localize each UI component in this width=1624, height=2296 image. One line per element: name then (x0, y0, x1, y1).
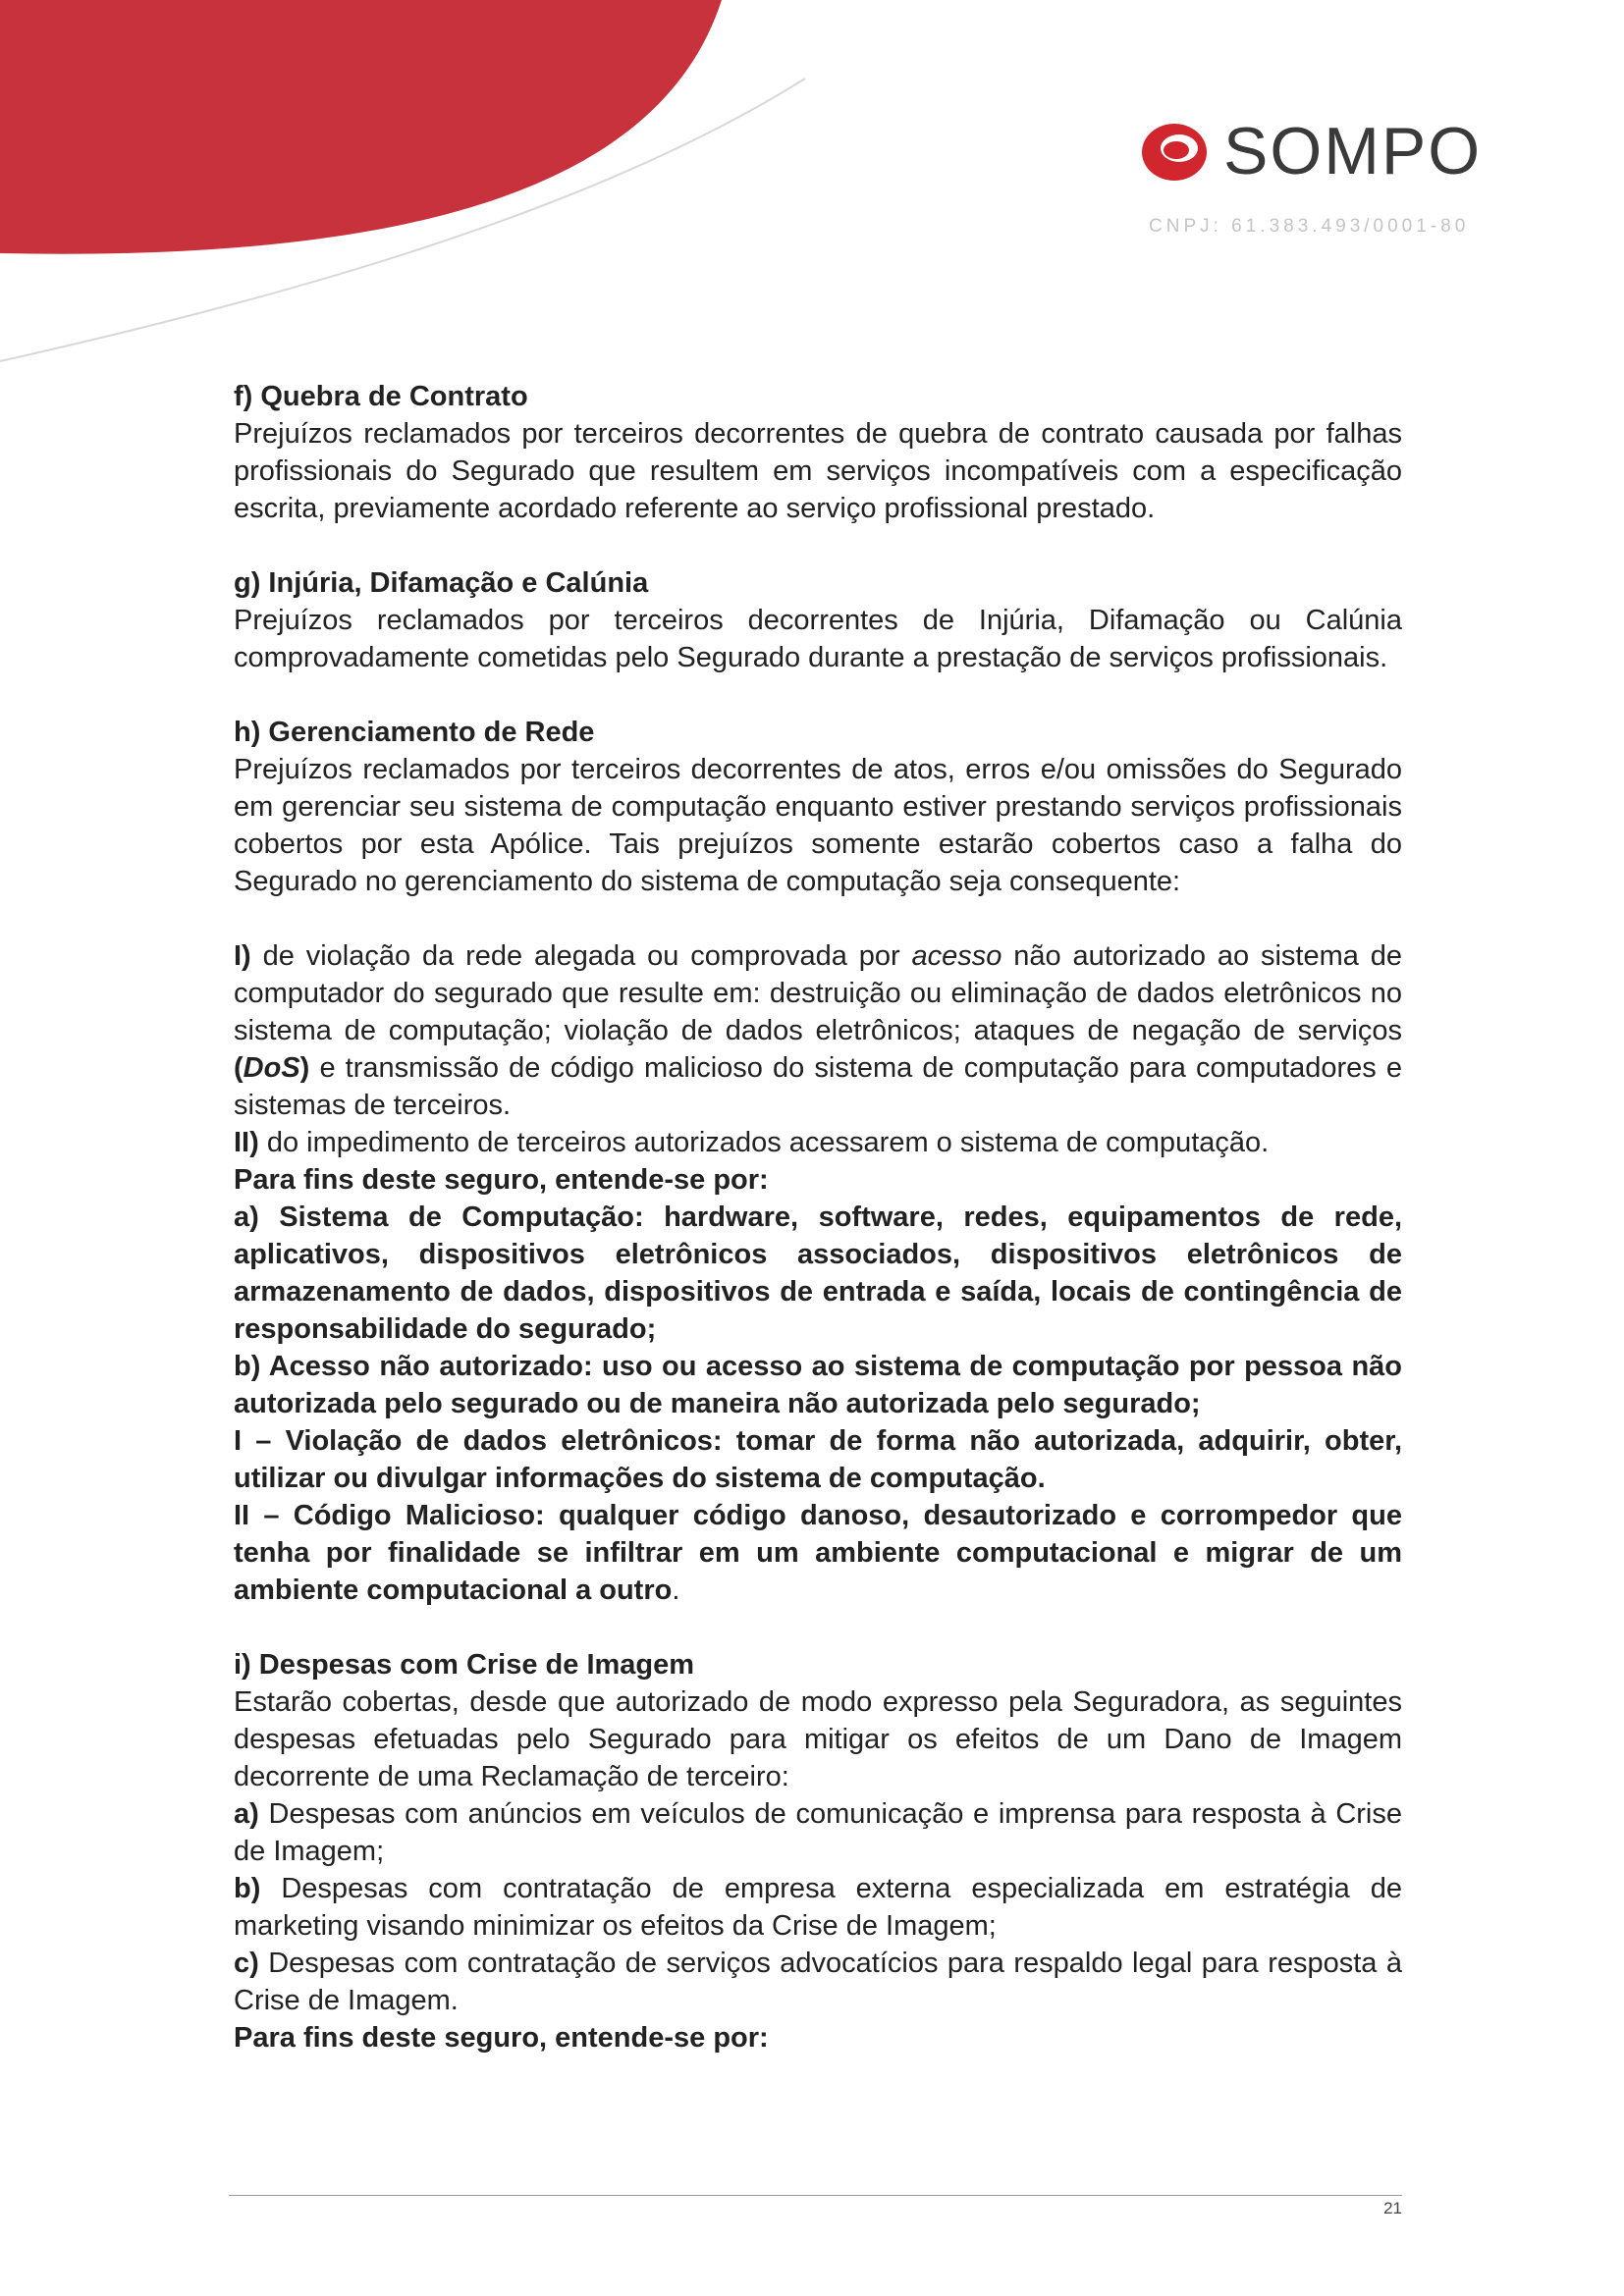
definition-II-end: . (672, 1575, 680, 1606)
section-i-item-b (234, 1870, 1402, 1945)
dos-paren: ) (299, 1052, 310, 1084)
item-marker: I) (234, 940, 251, 972)
page-number: 21 (1383, 2199, 1402, 2217)
section-h-item-1 (234, 937, 1402, 1124)
header-decoration (0, 0, 1624, 412)
section-h-item-2 (234, 1124, 1402, 1161)
section-h-title: h) Gerenciamento de Rede (234, 717, 595, 748)
red-arc-shape (0, 0, 722, 254)
definition-II-text: II – Código Malicioso: qualquer código danoso, desautorizado e corrompedor que tenha por finalidade se infiltrar em um ambiente computacional e migrar de um ambiente computacional a outro (234, 1500, 1402, 1606)
section-f-title: f) Quebra de Contrato (234, 381, 528, 412)
definition-b: b) Acesso não autorizado: uso ou acesso ao sistema de computação por pessoa não autorizada pelo segurado ou de maneira não autorizada pelo segurado; (234, 1351, 1402, 1419)
dos-paren: ( (234, 1052, 244, 1084)
item-text: Despesas com contratação de empresa externa especializada em estratégia de marketing visando minimizar os efeitos da Crise de Imagem; (234, 1873, 1402, 1942)
section-i-item-a (234, 1795, 1402, 1870)
item-text: e transmissão de código malicioso do sistema de computação para computadores e sistemas de terceiros. (234, 1052, 1402, 1121)
dos-term: DoS (243, 1052, 300, 1084)
section-f-body: Prejuízos reclamados por terceiros decorrentes de quebra de contrato causada por falhas profissionais do Segurado que resultem em serviços incompatíveis com a especificação escrita, previamente acordado referente ao serviço profissional prestado. (234, 418, 1402, 524)
item-marker: a) (234, 1798, 259, 1830)
section-g-body: Prejuízos reclamados por terceiros decorrentes de Injúria, Difamação ou Calúnia comprovadamente cometidas pelo Segurado durante a prestação de serviços profissionais. (234, 605, 1402, 673)
section-i-body: Estarão cobertas, desde que autorizado de modo expresso pela Seguradora, as seguintes despesas efetuadas pelo Segurado para mitigar os efeitos de um Dano de Imagem decorrente de uma Reclamação de terceiro: (234, 1686, 1402, 1792)
item-text: não autorizado ao sistema de computador do segurado que resulte em: destruição ou eliminação de dados eletrônicos no sistema de computação; violação de dados eletrônicos; ataques de negação de serviços (234, 940, 1402, 1046)
document-body (234, 378, 1402, 2056)
definition-a: a) Sistema de Computação: hardware, software, redes, equipamentos de rede, aplicativos, dispositivos eletrônicos associados, dispositivos eletrônicos de armazenamento de dados, dispositivos de entrada e saída, locais de contingência de responsabilidade do segurado; (234, 1201, 1402, 1345)
item-text: Despesas com anúncios em veículos de comunicação e imprensa para resposta à Crise de Imagem; (234, 1798, 1402, 1867)
definition-I: I – Violação de dados eletrônicos: tomar de forma não autorizada, adquirir, obter, utilizar ou divulgar informações do sistema de computação. (234, 1425, 1402, 1494)
item-text: de violação da rede alegada ou comprovada por (250, 940, 912, 972)
italic-term: acesso (911, 940, 1002, 972)
section-h-body: Prejuízos reclamados por terceiros decorrentes de atos, erros e/ou omissões do Segurado em gerenciar seu sistema de computação enquanto estiver prestando serviços profissionais cobertos por esta Apólice. Tais prejuízos somente estarão cobertos caso a falha do Segurado no gerenciamento do sistema de computação seja consequente: (234, 754, 1402, 897)
definitions-title: Para fins deste seguro, entende-se por: (234, 1164, 769, 1196)
definition-II (234, 1497, 1402, 1609)
item-marker: c) (234, 1948, 259, 1979)
brand-name: SOMPO (1223, 114, 1483, 188)
item-text: Despesas com contratação de serviços advocatícios para respaldo legal para resposta à Crise de Imagem. (234, 1948, 1402, 2016)
item-text: do impedimento de terceiros autorizados acessarem o sistema de computação. (258, 1127, 1270, 1158)
company-logo (1139, 114, 1512, 237)
section-g-title: g) Injúria, Difamação e Calúnia (234, 567, 649, 599)
footer-divider (229, 2195, 1402, 2196)
item-marker: b) (234, 1873, 261, 1904)
section-i-definitions-title: Para fins deste seguro, entende-se por: (234, 2022, 769, 2054)
section-i-item-c (234, 1945, 1402, 2019)
cnpj-text: CNPJ: 61.383.493/0001-80 (1149, 216, 1470, 237)
item-marker: II) (234, 1127, 259, 1158)
sompo-swirl-icon (1139, 119, 1210, 184)
section-i-title: i) Despesas com Crise de Imagem (234, 1649, 695, 1681)
